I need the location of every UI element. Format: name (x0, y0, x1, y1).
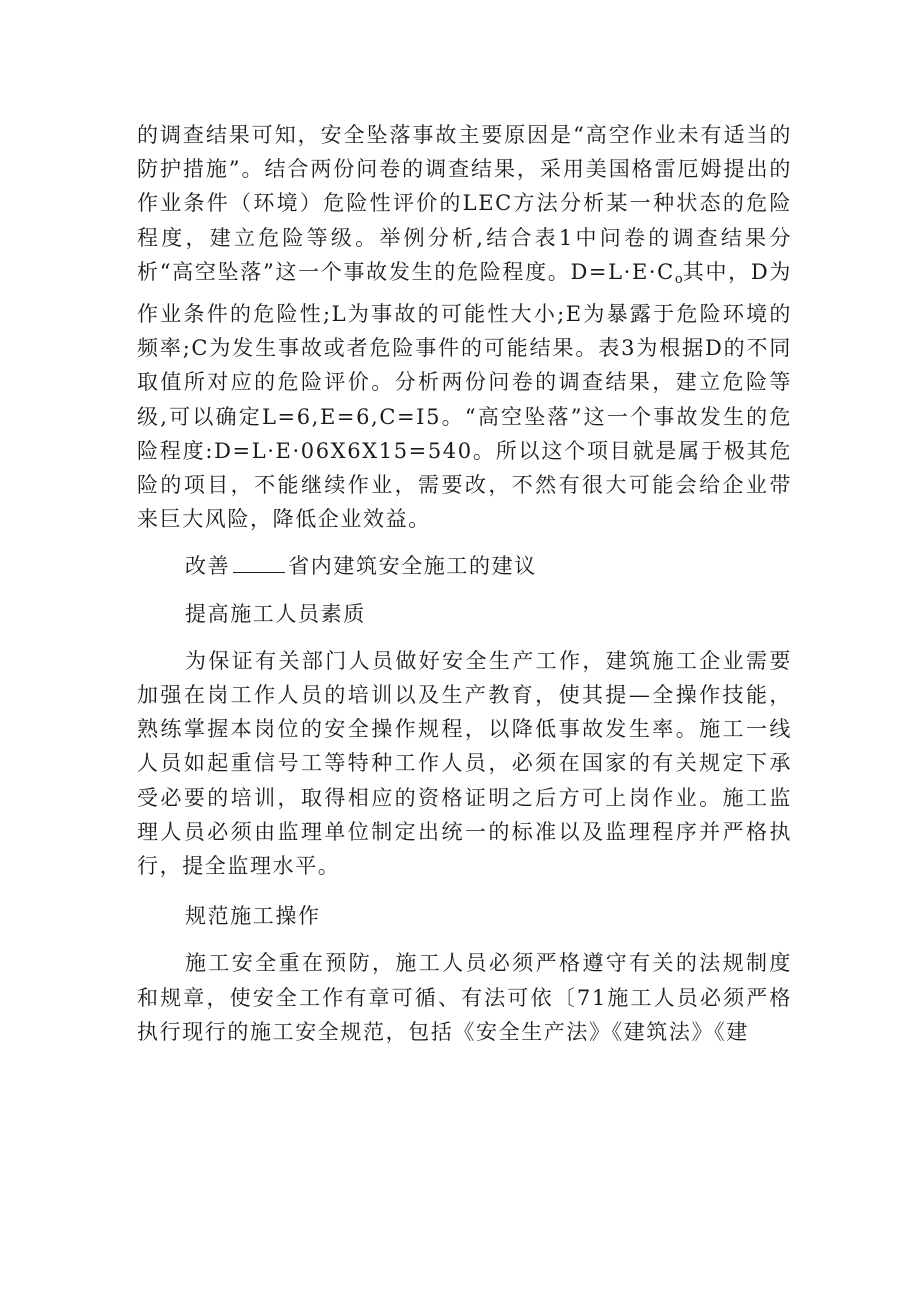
paragraph-lec-text-2: 其中，D为作业条件的危险性;L为事故的可能性大小;E为暴露于危险环境的频率;C为发生事故或者危险事件的可能结果。表3为根据D的不同取值所对应的危险评价。分析两份问卷的调查结果，建立危险等级,可以确定L=6,E=6,C=I5。“高空坠落”这一个事故发生的危险程度:D=L·E·06X6X15=540。所以这个项目就是属于极其危险的项目，不能继续作业，需要改，不然有很大可能会给企业带来巨大风险，降低企业效益。 (137, 259, 792, 532)
section-heading-improvement (137, 549, 792, 583)
subheading-standardize-operation: 规范施工操作 (185, 904, 321, 929)
subscript-o: o (674, 271, 683, 287)
paragraph-lec-text-1: 的调查结果可知，安全坠落事故主要原因是“高空作业未有适当的防护措施”。结合两份问卷的调查结果，采用美国格雷厄姆提出的作业条件（环境）危险性评价的LEC方法分析某一种状态的危险程度，建立危险等级。举例分析,结合表1中问卷的调查结果分析“高空坠落”这一个事故发生的危险程度。D=L·E·C (137, 123, 792, 284)
blank-underline (233, 554, 285, 573)
paragraph-safety-regulations: 施工安全重在预防，施工人员必须严格遵守有关的法规制度和规章，使安全工作有章可循、有法可依〔71施工人员必须严格执行现行的施工安全规范，包括《安全生产法》《建筑法》《建 (137, 951, 792, 1044)
subheading-personnel-quality: 提高施工人员素质 (185, 601, 366, 626)
heading-text-after-blank: 省内建筑安全施工的建议 (288, 554, 537, 579)
paragraph-personnel-training: 为保证有关部门人员做好安全生产工作，建筑施工企业需要加强在岗工作人员的培训以及生产教育，使其提—全操作技能，熟练掌握本岗位的安全操作规程，以降低事故发生率。施工一线人员如起重信号工等特种工作人员，必须在国家的有关规定下承受必要的培训，取得相应的资格证明之后方可上岗作业。施工监理人员必须由监理单位制定出统一的标准以及监理程序并严格执行，提全监理水平。 (137, 648, 792, 879)
heading-text-before-blank: 改善 (185, 554, 231, 579)
paragraph-lec-analysis (137, 118, 792, 536)
document-body (137, 118, 792, 1065)
